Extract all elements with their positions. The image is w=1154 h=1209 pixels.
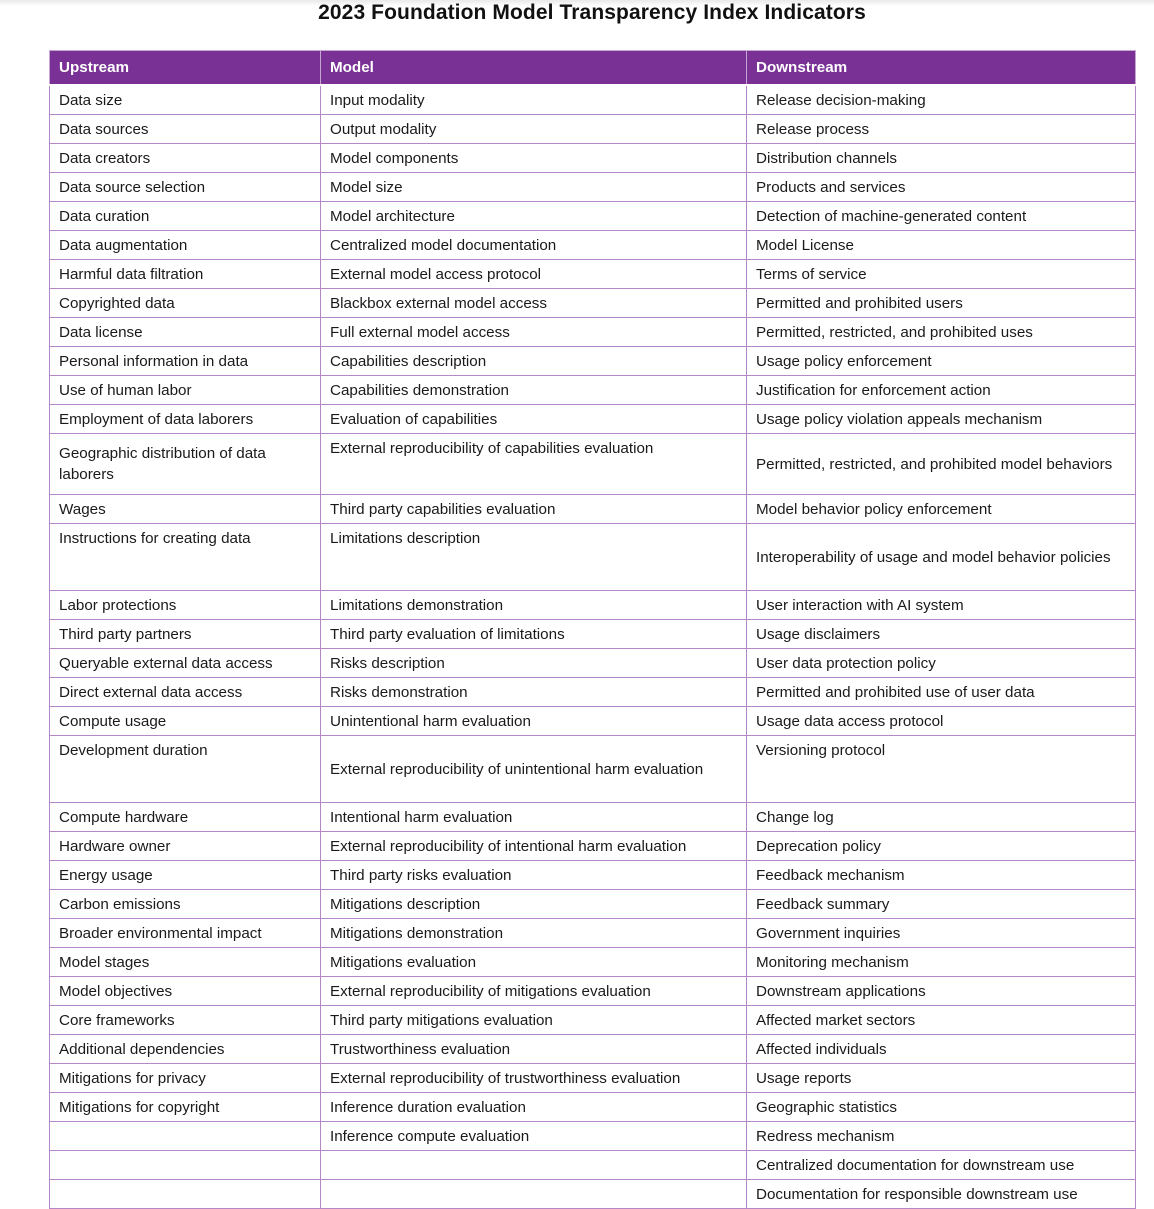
table-row [50,231,1136,260]
model-cell: External reproducibility of intentional harm evaluation [321,832,747,861]
upstream-cell: Labor protections [50,591,321,620]
model-cell: Third party risks evaluation [321,861,747,890]
table-row [50,85,1136,115]
upstream-cell: Data creators [50,144,321,173]
table-row [50,144,1136,173]
model-cell: External model access protocol [321,260,747,289]
upstream-cell: Broader environmental impact [50,919,321,948]
model-cell [321,1151,747,1180]
table-row [50,524,1136,591]
model-cell: Limitations demonstration [321,591,747,620]
upstream-cell: Use of human labor [50,376,321,405]
upstream-cell: Direct external data access [50,678,321,707]
table-row [50,173,1136,202]
upstream-cell: Data augmentation [50,231,321,260]
model-cell: Risks description [321,649,747,678]
upstream-cell: Energy usage [50,861,321,890]
upstream-cell: Data size [50,85,321,115]
table-row [50,1006,1136,1035]
model-cell: Model components [321,144,747,173]
table-row [50,115,1136,144]
table-row [50,890,1136,919]
table-row [50,1151,1136,1180]
model-cell: Mitigations description [321,890,747,919]
downstream-cell: Distribution channels [747,144,1136,173]
model-cell: Limitations description [321,524,747,591]
downstream-cell: Usage disclaimers [747,620,1136,649]
table-row [50,347,1136,376]
model-cell: External reproducibility of unintentional harm evaluation [321,736,747,803]
upstream-cell: Wages [50,495,321,524]
upstream-cell: Employment of data laborers [50,405,321,434]
upstream-cell: Model stages [50,948,321,977]
upstream-cell: Mitigations for privacy [50,1064,321,1093]
table-row [50,861,1136,890]
table-row [50,591,1136,620]
model-cell: Unintentional harm evaluation [321,707,747,736]
upstream-cell: Instructions for creating data [50,524,321,591]
downstream-cell: Usage policy enforcement [747,347,1136,376]
downstream-cell: Downstream applications [747,977,1136,1006]
model-cell: Mitigations evaluation [321,948,747,977]
model-cell: Third party mitigations evaluation [321,1006,747,1035]
model-cell: Capabilities demonstration [321,376,747,405]
table-row [50,318,1136,347]
downstream-cell: Justification for enforcement action [747,376,1136,405]
upstream-cell: Personal information in data [50,347,321,376]
downstream-cell: Products and services [747,173,1136,202]
upstream-cell: Development duration [50,736,321,803]
table-row [50,495,1136,524]
upstream-cell: Mitigations for copyright [50,1093,321,1122]
table-row [50,948,1136,977]
downstream-cell: Release process [747,115,1136,144]
downstream-cell: Permitted and prohibited users [747,289,1136,318]
upstream-cell: Queryable external data access [50,649,321,678]
downstream-cell: Documentation for responsible downstream use [747,1180,1136,1209]
table-row [50,649,1136,678]
downstream-cell: Usage policy violation appeals mechanism [747,405,1136,434]
downstream-cell: Government inquiries [747,919,1136,948]
upstream-cell: Additional dependencies [50,1035,321,1064]
downstream-cell: Feedback mechanism [747,861,1136,890]
downstream-cell: Permitted, restricted, and prohibited model behaviors [747,434,1136,495]
model-cell: Third party capabilities evaluation [321,495,747,524]
model-cell: Capabilities description [321,347,747,376]
model-cell: Centralized model documentation [321,231,747,260]
table-row [50,1064,1136,1093]
downstream-cell: Redress mechanism [747,1122,1136,1151]
upstream-cell: Compute hardware [50,803,321,832]
model-cell: Trustworthiness evaluation [321,1035,747,1064]
model-cell: External reproducibility of trustworthiness evaluation [321,1064,747,1093]
table-row [50,405,1136,434]
upstream-cell: Harmful data filtration [50,260,321,289]
table-body [50,85,1136,1209]
table-row [50,803,1136,832]
downstream-cell: User data protection policy [747,649,1136,678]
downstream-cell: Deprecation policy [747,832,1136,861]
downstream-cell: Interoperability of usage and model behavior policies [747,524,1136,591]
downstream-cell: Versioning protocol [747,736,1136,803]
downstream-cell: Feedback summary [747,890,1136,919]
model-cell: Third party evaluation of limitations [321,620,747,649]
model-cell: Inference duration evaluation [321,1093,747,1122]
model-cell: Inference compute evaluation [321,1122,747,1151]
model-cell: Intentional harm evaluation [321,803,747,832]
table-row [50,1180,1136,1209]
table-row [50,1093,1136,1122]
table-row [50,832,1136,861]
downstream-cell: Monitoring mechanism [747,948,1136,977]
downstream-cell: User interaction with AI system [747,591,1136,620]
table-row [50,736,1136,803]
table-row [50,620,1136,649]
upstream-cell: Carbon emissions [50,890,321,919]
model-cell: Model size [321,173,747,202]
model-cell: Mitigations demonstration [321,919,747,948]
downstream-cell: Change log [747,803,1136,832]
upstream-cell [50,1180,321,1209]
downstream-cell: Detection of machine-generated content [747,202,1136,231]
table-row [50,678,1136,707]
downstream-cell: Affected market sectors [747,1006,1136,1035]
table-row [50,434,1136,495]
downstream-cell: Terms of service [747,260,1136,289]
upstream-cell: Compute usage [50,707,321,736]
page-title: 2023 Foundation Model Transparency Index Indicators [318,1,866,24]
downstream-cell: Model License [747,231,1136,260]
downstream-cell: Usage data access protocol [747,707,1136,736]
model-cell [321,1180,747,1209]
upstream-cell: Model objectives [50,977,321,1006]
downstream-cell: Usage reports [747,1064,1136,1093]
column-header-model: Model [321,51,747,86]
model-cell: Evaluation of capabilities [321,405,747,434]
column-header-downstream: Downstream [747,51,1136,86]
table-row [50,977,1136,1006]
indicators-table [49,50,1136,1209]
table-row [50,202,1136,231]
upstream-cell: Geographic distribution of data laborers [50,434,321,495]
upstream-cell [50,1151,321,1180]
downstream-cell: Geographic statistics [747,1093,1136,1122]
downstream-cell: Permitted, restricted, and prohibited uses [747,318,1136,347]
upstream-cell: Data license [50,318,321,347]
table-row [50,376,1136,405]
upstream-cell: Third party partners [50,620,321,649]
table-row [50,289,1136,318]
table-row [50,707,1136,736]
model-cell: Input modality [321,85,747,115]
upstream-cell: Hardware owner [50,832,321,861]
downstream-cell: Affected individuals [747,1035,1136,1064]
model-cell: Risks demonstration [321,678,747,707]
upstream-cell: Copyrighted data [50,289,321,318]
upstream-cell [50,1122,321,1151]
table-header-row [50,51,1136,86]
downstream-cell: Permitted and prohibited use of user data [747,678,1136,707]
column-header-upstream: Upstream [50,51,321,86]
upstream-cell: Data curation [50,202,321,231]
model-cell: External reproducibility of capabilities evaluation [321,434,747,495]
table-row [50,260,1136,289]
downstream-cell: Release decision-making [747,85,1136,115]
downstream-cell: Centralized documentation for downstream use [747,1151,1136,1180]
upstream-cell: Core frameworks [50,1006,321,1035]
model-cell: Full external model access [321,318,747,347]
table-row [50,1122,1136,1151]
downstream-cell: Model behavior policy enforcement [747,495,1136,524]
model-cell: Blackbox external model access [321,289,747,318]
table-row [50,919,1136,948]
model-cell: External reproducibility of mitigations evaluation [321,977,747,1006]
upstream-cell: Data sources [50,115,321,144]
table-row [50,1035,1136,1064]
model-cell: Output modality [321,115,747,144]
upstream-cell: Data source selection [50,173,321,202]
model-cell: Model architecture [321,202,747,231]
